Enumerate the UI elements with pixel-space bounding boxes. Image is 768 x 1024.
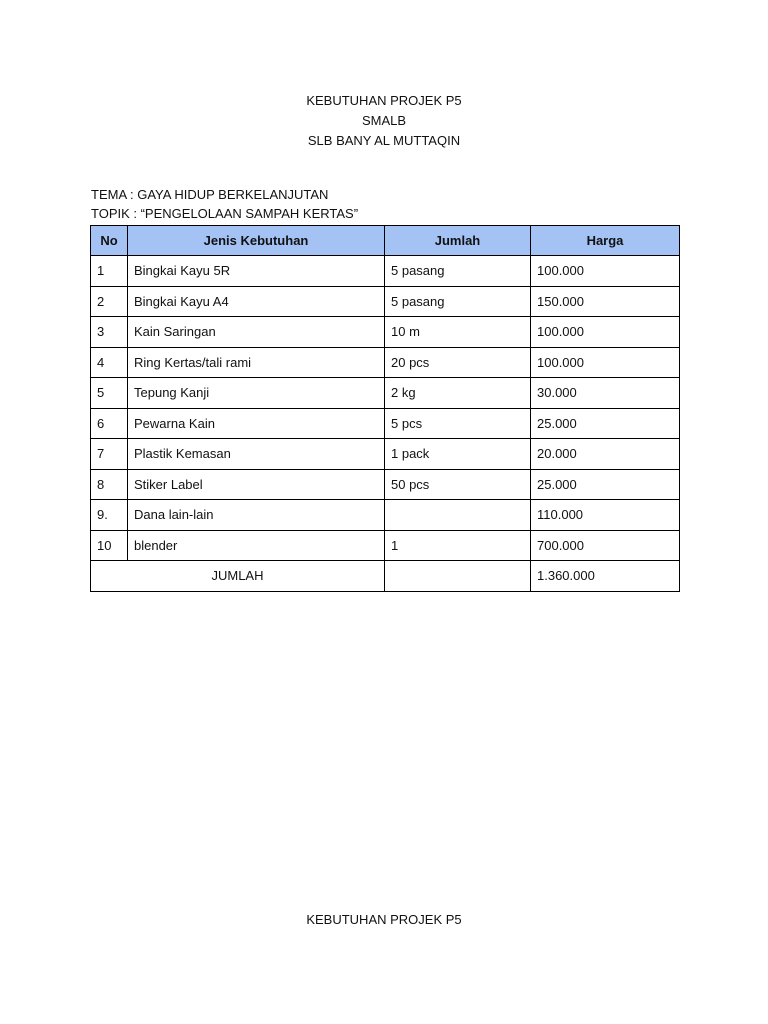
cell-price: 100.000 (531, 347, 680, 378)
cell-qty: 2 kg (385, 378, 531, 409)
table-header-row (91, 226, 680, 256)
heading-school-level: SMALB (361, 113, 407, 128)
cell-item: Bingkai Kayu A4 (128, 286, 385, 317)
cell-no: 4 (91, 347, 128, 378)
table-row (91, 347, 680, 378)
cell-item: Tepung Kanji (128, 378, 385, 409)
table-row (91, 469, 680, 500)
cell-price: 100.000 (531, 317, 680, 348)
theme-block (91, 185, 358, 223)
theme-line: TEMA : GAYA HIDUP BERKELANJUTAN (91, 187, 329, 202)
cell-qty: 5 pasang (385, 286, 531, 317)
total-label: JUMLAH (91, 561, 385, 592)
cell-price: 30.000 (531, 378, 680, 409)
header-item: Jenis Kebutuhan (128, 226, 385, 256)
cell-no: 3 (91, 317, 128, 348)
table-row (91, 500, 680, 531)
cell-item: Pewarna Kain (128, 408, 385, 439)
cell-no: 7 (91, 439, 128, 470)
table-row (91, 317, 680, 348)
cell-price: 25.000 (531, 408, 680, 439)
footer-heading: KEBUTUHAN PROJEK P5 (306, 912, 462, 927)
table-row (91, 378, 680, 409)
total-qty (385, 561, 531, 592)
total-price: 1.360.000 (531, 561, 680, 592)
cell-item: blender (128, 530, 385, 561)
cell-no: 6 (91, 408, 128, 439)
cell-item: Kain Saringan (128, 317, 385, 348)
cell-qty: 5 pasang (385, 256, 531, 287)
cell-price: 20.000 (531, 439, 680, 470)
cell-qty: 1 pack (385, 439, 531, 470)
cell-no: 10 (91, 530, 128, 561)
table-row (91, 256, 680, 287)
table-row (91, 439, 680, 470)
cell-price: 700.000 (531, 530, 680, 561)
cell-item: Plastik Kemasan (128, 439, 385, 470)
heading-school-name: SLB BANY AL MUTTAQIN (307, 133, 461, 148)
cell-no: 9. (91, 500, 128, 531)
cell-item: Stiker Label (128, 469, 385, 500)
cell-item: Bingkai Kayu 5R (128, 256, 385, 287)
cell-qty: 1 (385, 530, 531, 561)
cell-no: 5 (91, 378, 128, 409)
cell-no: 8 (91, 469, 128, 500)
document-heading (0, 91, 768, 151)
cell-qty: 20 pcs (385, 347, 531, 378)
cell-item: Dana lain-lain (128, 500, 385, 531)
cell-price: 150.000 (531, 286, 680, 317)
table-total-row (91, 561, 680, 592)
table-row (91, 286, 680, 317)
cell-qty: 5 pcs (385, 408, 531, 439)
cell-price: 100.000 (531, 256, 680, 287)
cell-qty: 50 pcs (385, 469, 531, 500)
header-no: No (91, 226, 128, 256)
cell-no: 2 (91, 286, 128, 317)
table-row (91, 408, 680, 439)
topic-line: TOPIK : “PENGELOLAAN SAMPAH KERTAS” (91, 206, 359, 221)
cell-price: 110.000 (531, 500, 680, 531)
heading-title: KEBUTUHAN PROJEK P5 (306, 93, 462, 108)
header-price: Harga (531, 226, 680, 256)
cell-qty (385, 500, 531, 531)
table-row (91, 530, 680, 561)
cell-no: 1 (91, 256, 128, 287)
needs-table (90, 225, 680, 592)
cell-qty: 10 m (385, 317, 531, 348)
header-qty: Jumlah (385, 226, 531, 256)
cell-price: 25.000 (531, 469, 680, 500)
cell-item: Ring Kertas/tali rami (128, 347, 385, 378)
